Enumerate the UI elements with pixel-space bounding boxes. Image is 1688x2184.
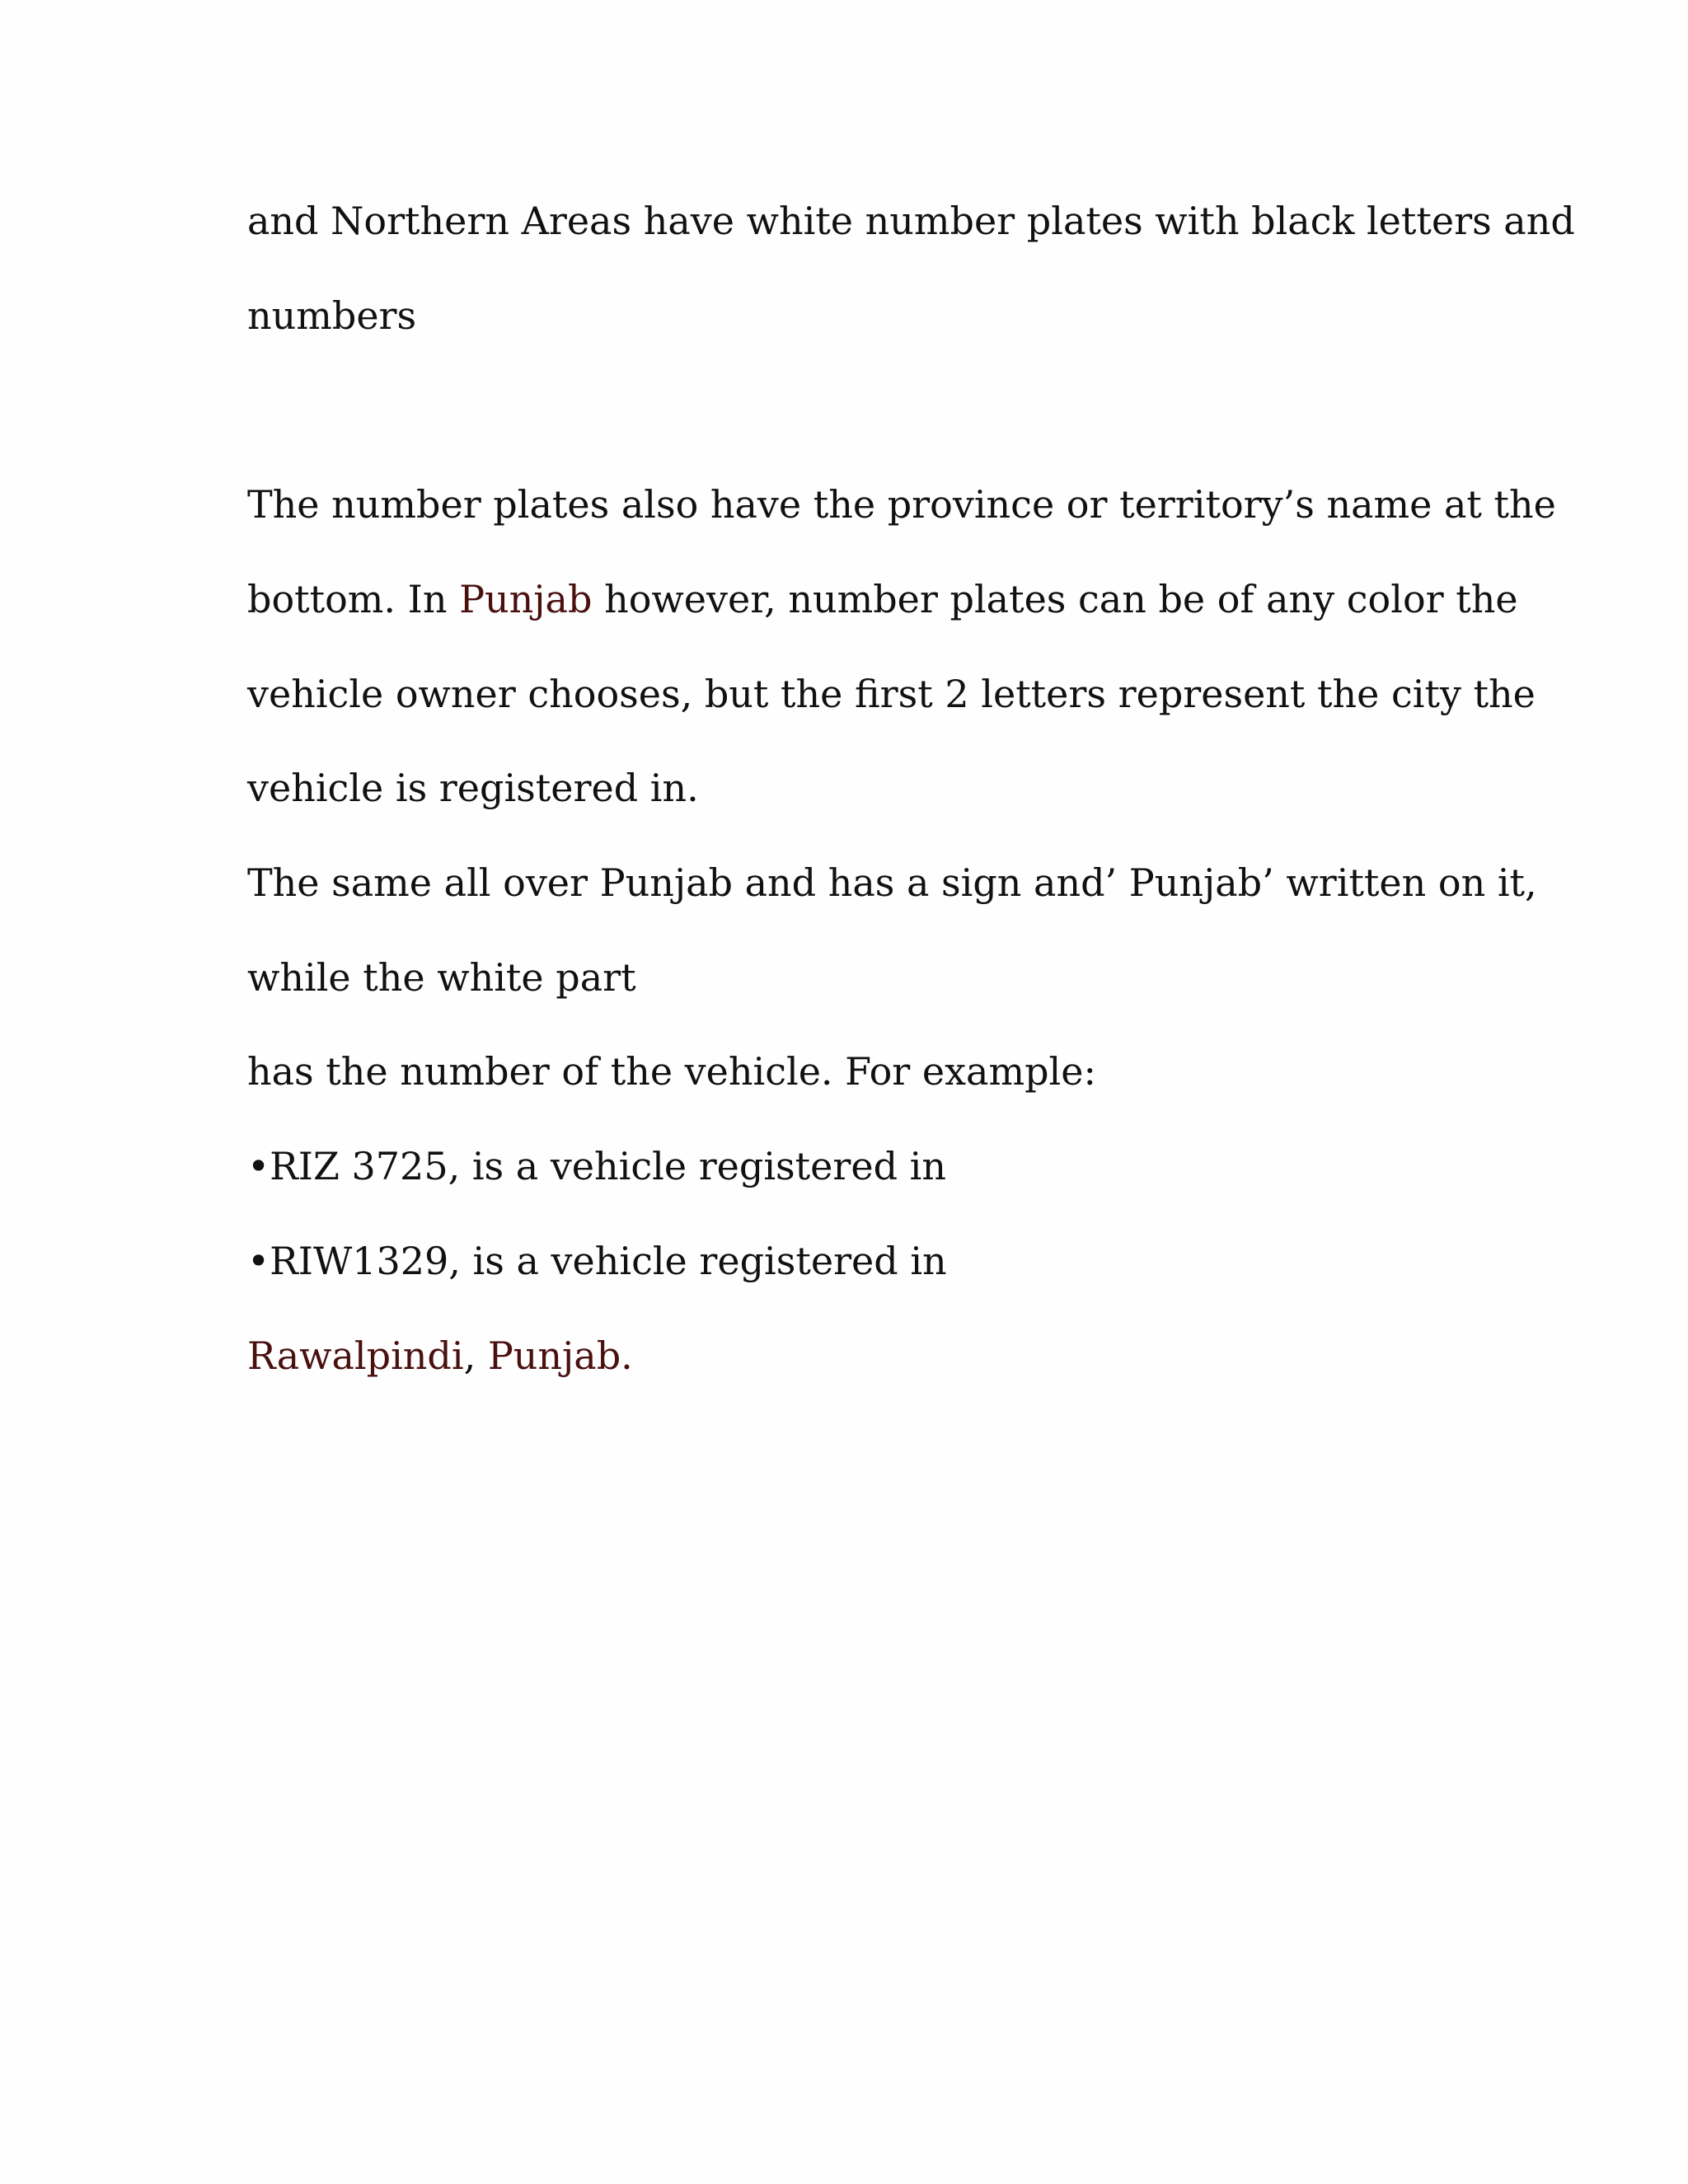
text-fragment: bottom. In [247,577,460,621]
text-line: numbers [247,293,417,338]
text-line: has the number of the vehicle. For example: [247,1049,1096,1094]
text-line: vehicle owner chooses, but the first 2 letters represent the city the [247,672,1536,716]
text-line: The number plates also have the province or territory’s name at the [247,482,1556,527]
text-line: and Northern Areas have white number plates with black letters and [247,199,1575,243]
text-line: vehicle is registered in. [247,766,699,810]
text-fragment: however, number plates can be of any color the [604,577,1518,621]
punjab-link[interactable]: Punjab. [487,1333,633,1378]
text-line-location [247,1331,633,1380]
text-line: while the white part [247,955,636,1000]
text-fragment: , [463,1333,488,1378]
rawalpindi-link[interactable]: Rawalpindi [247,1333,464,1378]
list-item: •RIZ 3725, is a vehicle registered in [247,1144,946,1188]
punjab-link[interactable]: Punjab [459,577,593,621]
text-line-punjab [247,574,1518,624]
list-item: •RIW1329, is a vehicle registered in [247,1239,947,1283]
text-line: The same all over Punjab and has a sign and’ Punjab’ written on it, [247,860,1537,905]
